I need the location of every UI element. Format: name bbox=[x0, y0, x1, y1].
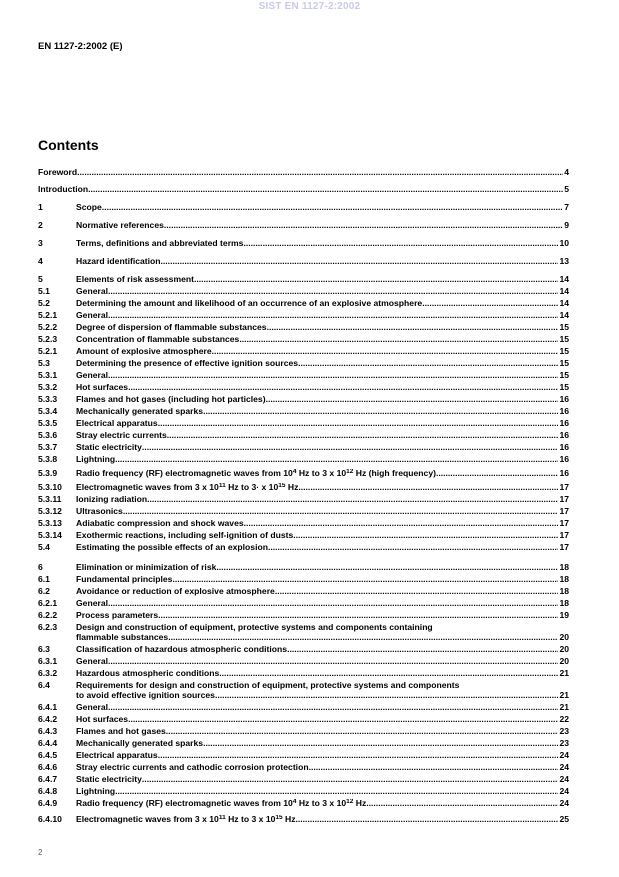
toc-page-number: 15 bbox=[559, 347, 569, 356]
toc-page-number: 15 bbox=[559, 371, 569, 380]
toc-entry-number: 6.3.2 bbox=[38, 668, 58, 679]
toc-entry[interactable] bbox=[38, 667, 569, 678]
toc-entry-title: Elimination or minimization of risk bbox=[76, 563, 217, 572]
toc-entry-continuation[interactable] bbox=[38, 631, 569, 642]
toc-entry-number: 5.3.11 bbox=[38, 494, 62, 505]
toc-leader-dots bbox=[293, 531, 558, 540]
toc-page-number: 17 bbox=[559, 519, 569, 528]
toc-leader-dots bbox=[123, 507, 559, 516]
toc-page-number: 22 bbox=[559, 715, 569, 724]
toc-entry-title: Electromagnetic waves from 3 x $10^{11}$ Hz to 3 x $10^{15}$ Hz bbox=[76, 815, 296, 824]
toc-entry-title: Classification of hazardous atmospheric conditions bbox=[76, 645, 288, 654]
toc-leader-dots bbox=[108, 599, 558, 608]
toc-page-number: 16 bbox=[559, 455, 569, 464]
toc-entry-number: 2 bbox=[38, 220, 43, 231]
toc-entry[interactable] bbox=[38, 655, 569, 666]
toc-entry-number: 5.3.14 bbox=[38, 530, 62, 541]
toc-page-number: 16 bbox=[559, 395, 569, 404]
toc-leader-dots bbox=[158, 611, 558, 620]
toc-leader-dots bbox=[216, 563, 558, 572]
toc-entry[interactable] bbox=[38, 237, 569, 248]
toc-entry-title: Foreword bbox=[38, 168, 78, 177]
toc-entry[interactable] bbox=[38, 785, 569, 796]
toc-entry-number: 5.3.10 bbox=[38, 482, 62, 493]
toc-leader-dots bbox=[194, 275, 558, 284]
toc-page-number: 15 bbox=[559, 335, 569, 344]
toc-entry[interactable] bbox=[38, 467, 569, 478]
toc-entry-title: Stray electric currents and cathodic corrosion protection bbox=[76, 763, 309, 772]
toc-page-number: 16 bbox=[559, 469, 569, 478]
toc-entry-number: 4 bbox=[38, 256, 43, 267]
toc-page-number: 21 bbox=[559, 669, 569, 678]
toc-leader-dots bbox=[88, 185, 563, 194]
toc-entry[interactable] bbox=[38, 321, 569, 332]
toc-entry-title: Flames and hot gases (including hot particles) bbox=[76, 395, 266, 404]
toc-entry[interactable] bbox=[38, 285, 569, 296]
watermark: SIST EN 1127-2:2002 bbox=[258, 1, 361, 12]
toc-entry-number: 6.3 bbox=[38, 644, 50, 655]
toc-entry-title: Requirements for design and construction of equipment, protective systems and components bbox=[76, 681, 460, 690]
toc-page-number: 17 bbox=[559, 495, 569, 504]
toc-entry[interactable] bbox=[38, 505, 569, 516]
toc-leader-dots bbox=[268, 543, 558, 552]
toc-entry-title: Adiabatic compression and shock waves bbox=[76, 519, 244, 528]
toc-entry-title: Hazard identification bbox=[76, 257, 161, 266]
toc-page-number: 25 bbox=[559, 815, 569, 824]
toc-entry[interactable] bbox=[38, 297, 569, 308]
toc-entry[interactable] bbox=[38, 345, 569, 356]
toc-leader-dots bbox=[158, 419, 559, 428]
toc-entry[interactable] bbox=[38, 166, 569, 177]
toc-entry[interactable] bbox=[38, 393, 569, 404]
toc-page-number: 10 bbox=[559, 239, 569, 248]
toc-entry-title-continued: to avoid effective ignition sources bbox=[76, 691, 215, 700]
toc-entry-title: Scope bbox=[76, 203, 102, 212]
toc-entry-title: Fundamental principles bbox=[76, 575, 173, 584]
toc-page-number: 24 bbox=[559, 799, 569, 808]
toc-page-number: 9 bbox=[564, 221, 569, 230]
toc-leader-dots bbox=[161, 257, 559, 266]
toc-page-number: 21 bbox=[559, 703, 569, 712]
toc-entry-number: 6 bbox=[38, 562, 43, 573]
toc-entry-title: Degree of dispersion of flammable substances bbox=[76, 323, 267, 332]
toc-entry[interactable] bbox=[38, 701, 569, 712]
page-title: Contents bbox=[38, 137, 99, 153]
toc-entry[interactable] bbox=[38, 797, 569, 808]
toc-entry-number: 6.4.5 bbox=[38, 750, 58, 761]
toc-leader-dots bbox=[296, 815, 559, 824]
toc-page-number: 19 bbox=[559, 611, 569, 620]
toc-entry-title: Lightning bbox=[76, 787, 116, 796]
toc-entry-number: 6.2.3 bbox=[38, 622, 58, 633]
toc-entry-number: 6.4.1 bbox=[38, 702, 58, 713]
toc-page-number: 18 bbox=[559, 587, 569, 596]
toc-page-number: 20 bbox=[559, 633, 569, 642]
toc-page-number: 24 bbox=[559, 787, 569, 796]
toc-entry[interactable] bbox=[38, 441, 569, 452]
toc-leader-dots bbox=[168, 633, 558, 642]
toc-page-number: 14 bbox=[559, 299, 569, 308]
toc-entry-title: Terms, definitions and abbreviated terms bbox=[76, 239, 244, 248]
toc-entry-title: Hot surfaces bbox=[76, 383, 129, 392]
toc-leader-dots bbox=[158, 751, 559, 760]
toc-entry-number: 6.2.2 bbox=[38, 610, 58, 621]
toc-leader-dots bbox=[108, 657, 558, 666]
toc-leader-dots bbox=[166, 727, 559, 736]
toc-entry[interactable] bbox=[38, 773, 569, 784]
toc-entry[interactable] bbox=[38, 309, 569, 320]
toc-entry-number: 5.1 bbox=[38, 286, 50, 297]
toc-entry-title: Hot surfaces bbox=[76, 715, 129, 724]
toc-page-number: 7 bbox=[564, 203, 569, 212]
toc-leader-dots bbox=[219, 669, 558, 678]
toc-leader-dots bbox=[267, 323, 559, 332]
toc-leader-dots bbox=[203, 739, 558, 748]
toc-leader-dots bbox=[167, 431, 559, 440]
toc-entry[interactable] bbox=[38, 429, 569, 440]
toc-page-number: 15 bbox=[559, 383, 569, 392]
toc-leader-dots bbox=[422, 299, 558, 308]
toc-entry-number: 6.3.1 bbox=[38, 656, 58, 667]
toc-leader-dots bbox=[212, 347, 559, 356]
toc-page-number: 17 bbox=[559, 483, 569, 492]
toc-entry-title: Radio frequency (RF) electromagnetic waves from $10^4$ Hz to 3 x $10^{12}$ Hz bbox=[76, 799, 367, 808]
toc-page-number: 13 bbox=[559, 257, 569, 266]
toc-entry-title: General bbox=[76, 371, 109, 380]
toc-entry-title: Mechanically generated sparks bbox=[76, 739, 204, 748]
toc-leader-dots bbox=[298, 483, 558, 492]
toc-entry-title: Concentration of flammable substances bbox=[76, 335, 240, 344]
toc-entry[interactable] bbox=[38, 405, 569, 416]
toc-page-number: 23 bbox=[559, 727, 569, 736]
toc-page-number: 16 bbox=[559, 419, 569, 428]
toc-page-number: 20 bbox=[559, 657, 569, 666]
toc-entry[interactable] bbox=[38, 725, 569, 736]
toc-entry-number: 5.3.3 bbox=[38, 394, 58, 405]
toc-entry-title: General bbox=[76, 703, 109, 712]
toc-leader-dots bbox=[147, 495, 558, 504]
toc-page-number: 17 bbox=[559, 507, 569, 516]
toc-entry-title: Process parameters bbox=[76, 611, 159, 620]
toc-entry[interactable] bbox=[38, 585, 569, 596]
toc-page-number: 5 bbox=[564, 185, 569, 194]
document-id: EN 1127-2:2002 (E) bbox=[38, 41, 123, 52]
toc-page-number: 14 bbox=[559, 275, 569, 284]
toc-entry[interactable] bbox=[38, 609, 569, 620]
toc-entry[interactable] bbox=[38, 369, 569, 380]
toc-entry[interactable] bbox=[38, 529, 569, 540]
toc-leader-dots bbox=[164, 221, 563, 230]
toc-entry-title: Electrical apparatus bbox=[76, 419, 158, 428]
toc-entry-number: 6.2.1 bbox=[38, 598, 58, 609]
toc-entry-number: 5.3.12 bbox=[38, 506, 62, 517]
toc-entry[interactable] bbox=[38, 481, 569, 492]
toc-leader-dots bbox=[266, 395, 559, 404]
toc-page-number: 14 bbox=[559, 311, 569, 320]
toc-entry[interactable] bbox=[38, 643, 569, 654]
toc-page-number: 24 bbox=[559, 775, 569, 784]
toc-entry-title: Stray electric currents bbox=[76, 431, 167, 440]
toc-page-number: 20 bbox=[559, 645, 569, 654]
toc-page-number: 4 bbox=[564, 168, 569, 177]
toc-entry-number: 3 bbox=[38, 238, 43, 249]
toc-entry-number: 5.2 bbox=[38, 298, 50, 309]
toc-entry[interactable] bbox=[38, 453, 569, 464]
toc-entry[interactable] bbox=[38, 749, 569, 760]
toc-entry-number: 5.3.5 bbox=[38, 418, 58, 429]
toc-entry[interactable] bbox=[38, 737, 569, 748]
toc-entry[interactable] bbox=[38, 597, 569, 608]
toc-entry[interactable] bbox=[38, 357, 569, 368]
toc-leader-dots bbox=[108, 311, 558, 320]
toc-entry-title: Estimating the possible effects of an explosion bbox=[76, 543, 268, 552]
toc-entry[interactable] bbox=[38, 381, 569, 392]
toc-entry[interactable] bbox=[38, 541, 569, 552]
toc-leader-dots bbox=[102, 203, 563, 212]
toc-entry[interactable] bbox=[38, 561, 569, 572]
toc-entry[interactable] bbox=[38, 219, 569, 230]
toc-leader-dots bbox=[115, 455, 558, 464]
toc-entry-title: Determining the amount and likelihood of an occurrence of an explosive atmosphere bbox=[76, 299, 423, 308]
toc-page-number: 14 bbox=[559, 287, 569, 296]
toc-leader-dots bbox=[287, 645, 558, 654]
toc-entry[interactable] bbox=[38, 333, 569, 344]
page-marker: 2 bbox=[38, 848, 43, 857]
toc-entry-number: 5 bbox=[38, 274, 43, 285]
toc-entry-number: 6.4.8 bbox=[38, 786, 58, 797]
toc-entry-title: Exothermic reactions, including self-ignition of dusts bbox=[76, 531, 294, 540]
toc-leader-dots bbox=[244, 519, 559, 528]
toc-leader-dots bbox=[108, 371, 558, 380]
toc-entry-number: 5.3.13 bbox=[38, 518, 62, 529]
toc-entry-title: Static electricity bbox=[76, 775, 142, 784]
toc-entry[interactable] bbox=[38, 255, 569, 266]
toc-entry-number: 5.3.8 bbox=[38, 454, 58, 465]
toc-entry-title: Avoidance or reduction of explosive atmosphere bbox=[76, 587, 275, 596]
toc-leader-dots bbox=[77, 168, 563, 177]
toc-entry-title: Electromagnetic waves from 3 x $10^{11}$ Hz to 3· x $10^{15}$ Hz bbox=[76, 483, 299, 492]
toc-entry[interactable] bbox=[38, 713, 569, 724]
toc-entry-number: 6.4.7 bbox=[38, 774, 58, 785]
toc-entry-title: General bbox=[76, 287, 109, 296]
toc-entry-number: 6.1 bbox=[38, 574, 50, 585]
toc-entry-number: 6.4.9 bbox=[38, 798, 58, 809]
toc-page-number: 18 bbox=[559, 575, 569, 584]
toc-entry-number: 1 bbox=[38, 202, 43, 213]
toc-leader-dots bbox=[142, 443, 559, 452]
toc-page-number: 24 bbox=[559, 763, 569, 772]
toc-entry[interactable] bbox=[38, 761, 569, 772]
toc-entry-number: 5.3.7 bbox=[38, 442, 58, 453]
toc-page-number: 17 bbox=[559, 543, 569, 552]
toc-entry-title: Lightning bbox=[76, 455, 116, 464]
toc-leader-dots bbox=[128, 715, 558, 724]
toc-leader-dots bbox=[203, 407, 558, 416]
toc-leader-dots bbox=[142, 775, 559, 784]
toc-leader-dots bbox=[108, 287, 558, 296]
toc-entry-number: 6.4 bbox=[38, 680, 50, 691]
toc-leader-dots bbox=[128, 383, 558, 392]
toc-page-number: 15 bbox=[559, 359, 569, 368]
toc-page-number: 24 bbox=[559, 751, 569, 760]
toc-entry-number: 5.3.4 bbox=[38, 406, 58, 417]
toc-entry-title: Determining the presence of effective ignition sources bbox=[76, 359, 299, 368]
toc-page-number: 16 bbox=[559, 407, 569, 416]
toc-page-number: 23 bbox=[559, 739, 569, 748]
toc-entry-title: Electrical apparatus bbox=[76, 751, 158, 760]
toc-entry-number: 5.2.1 bbox=[38, 310, 58, 321]
toc-entry-number: 6.4.2 bbox=[38, 714, 58, 725]
toc-entry-title: Radio frequency (RF) electromagnetic waves from $10^4$ Hz to 3 x $10^{12}$ Hz (high frequency) bbox=[76, 469, 436, 478]
toc-leader-dots bbox=[115, 787, 558, 796]
toc-page-number: 21 bbox=[559, 691, 569, 700]
toc-leader-dots bbox=[239, 335, 558, 344]
toc-entry-title: Flames and hot gases bbox=[76, 727, 166, 736]
toc-entry[interactable] bbox=[38, 493, 569, 504]
toc-entry-number: 6.4.6 bbox=[38, 762, 58, 773]
toc-entry-title: General bbox=[76, 657, 109, 666]
toc-entry-number: 6.4.10 bbox=[38, 814, 62, 825]
toc-entry-number: 5.3.6 bbox=[38, 430, 58, 441]
toc-page-number: 18 bbox=[559, 563, 569, 572]
toc-entry-number: 6.4.3 bbox=[38, 726, 58, 737]
toc-entry-title: Elements of risk assessment bbox=[76, 275, 194, 284]
toc-entry-number: 5.3.2 bbox=[38, 382, 58, 393]
toc-entry[interactable] bbox=[38, 417, 569, 428]
toc-leader-dots bbox=[366, 799, 558, 808]
toc-entry-number: 5.2.3 bbox=[38, 334, 58, 345]
toc-entry-title: Static electricity bbox=[76, 443, 142, 452]
toc-entry-number: 5.3 bbox=[38, 358, 50, 369]
toc-entry[interactable] bbox=[38, 813, 569, 824]
toc-entry[interactable] bbox=[38, 273, 569, 284]
toc-entry-title: Amount of explosive atmosphere bbox=[76, 347, 212, 356]
toc-page-number: 18 bbox=[559, 599, 569, 608]
toc-entry-number: 5.3.9 bbox=[38, 468, 58, 479]
toc-leader-dots bbox=[298, 359, 558, 368]
toc-page-number: 17 bbox=[559, 531, 569, 540]
toc-leader-dots bbox=[108, 703, 558, 712]
toc-entry-title: General bbox=[76, 599, 109, 608]
toc-entry-title: Mechanically generated sparks bbox=[76, 407, 204, 416]
toc-entry-number: 5.2.2 bbox=[38, 322, 58, 333]
toc-entry-number: 6.4.4 bbox=[38, 738, 58, 749]
toc-entry-number: 5.4 bbox=[38, 542, 50, 553]
toc-entry-title: Design and construction of equipment, protective systems and components containing bbox=[76, 623, 433, 632]
toc-entry-continuation[interactable] bbox=[38, 689, 569, 700]
toc-leader-dots bbox=[243, 239, 558, 248]
toc-entry-title: Hazardous atmospheric conditions bbox=[76, 669, 220, 678]
toc-entry-number: 6.2 bbox=[38, 586, 50, 597]
toc-entry-title: Normative references bbox=[76, 221, 164, 230]
toc-leader-dots bbox=[215, 691, 558, 700]
toc-entry-number: 5.3.1 bbox=[38, 370, 58, 381]
toc-page-number: 16 bbox=[559, 443, 569, 452]
toc-page-number: 16 bbox=[559, 431, 569, 440]
toc-page-number: 15 bbox=[559, 323, 569, 332]
toc-entry-title-continued: flammable substances bbox=[76, 633, 169, 642]
toc-entry[interactable] bbox=[38, 517, 569, 528]
toc-leader-dots bbox=[436, 469, 558, 478]
toc-entry-title: Ultrasonics bbox=[76, 507, 123, 516]
toc-leader-dots bbox=[309, 763, 559, 772]
toc-leader-dots bbox=[275, 587, 559, 596]
toc-entry-title: Ionizing radiation bbox=[76, 495, 148, 504]
toc-entry-title: Introduction bbox=[38, 185, 89, 194]
toc-entry-number: 5.2.1 bbox=[38, 346, 58, 357]
toc-entry[interactable] bbox=[38, 573, 569, 584]
toc-leader-dots bbox=[172, 575, 558, 584]
toc-entry[interactable] bbox=[38, 183, 569, 194]
toc-entry-title: General bbox=[76, 311, 109, 320]
toc-entry[interactable] bbox=[38, 201, 569, 212]
